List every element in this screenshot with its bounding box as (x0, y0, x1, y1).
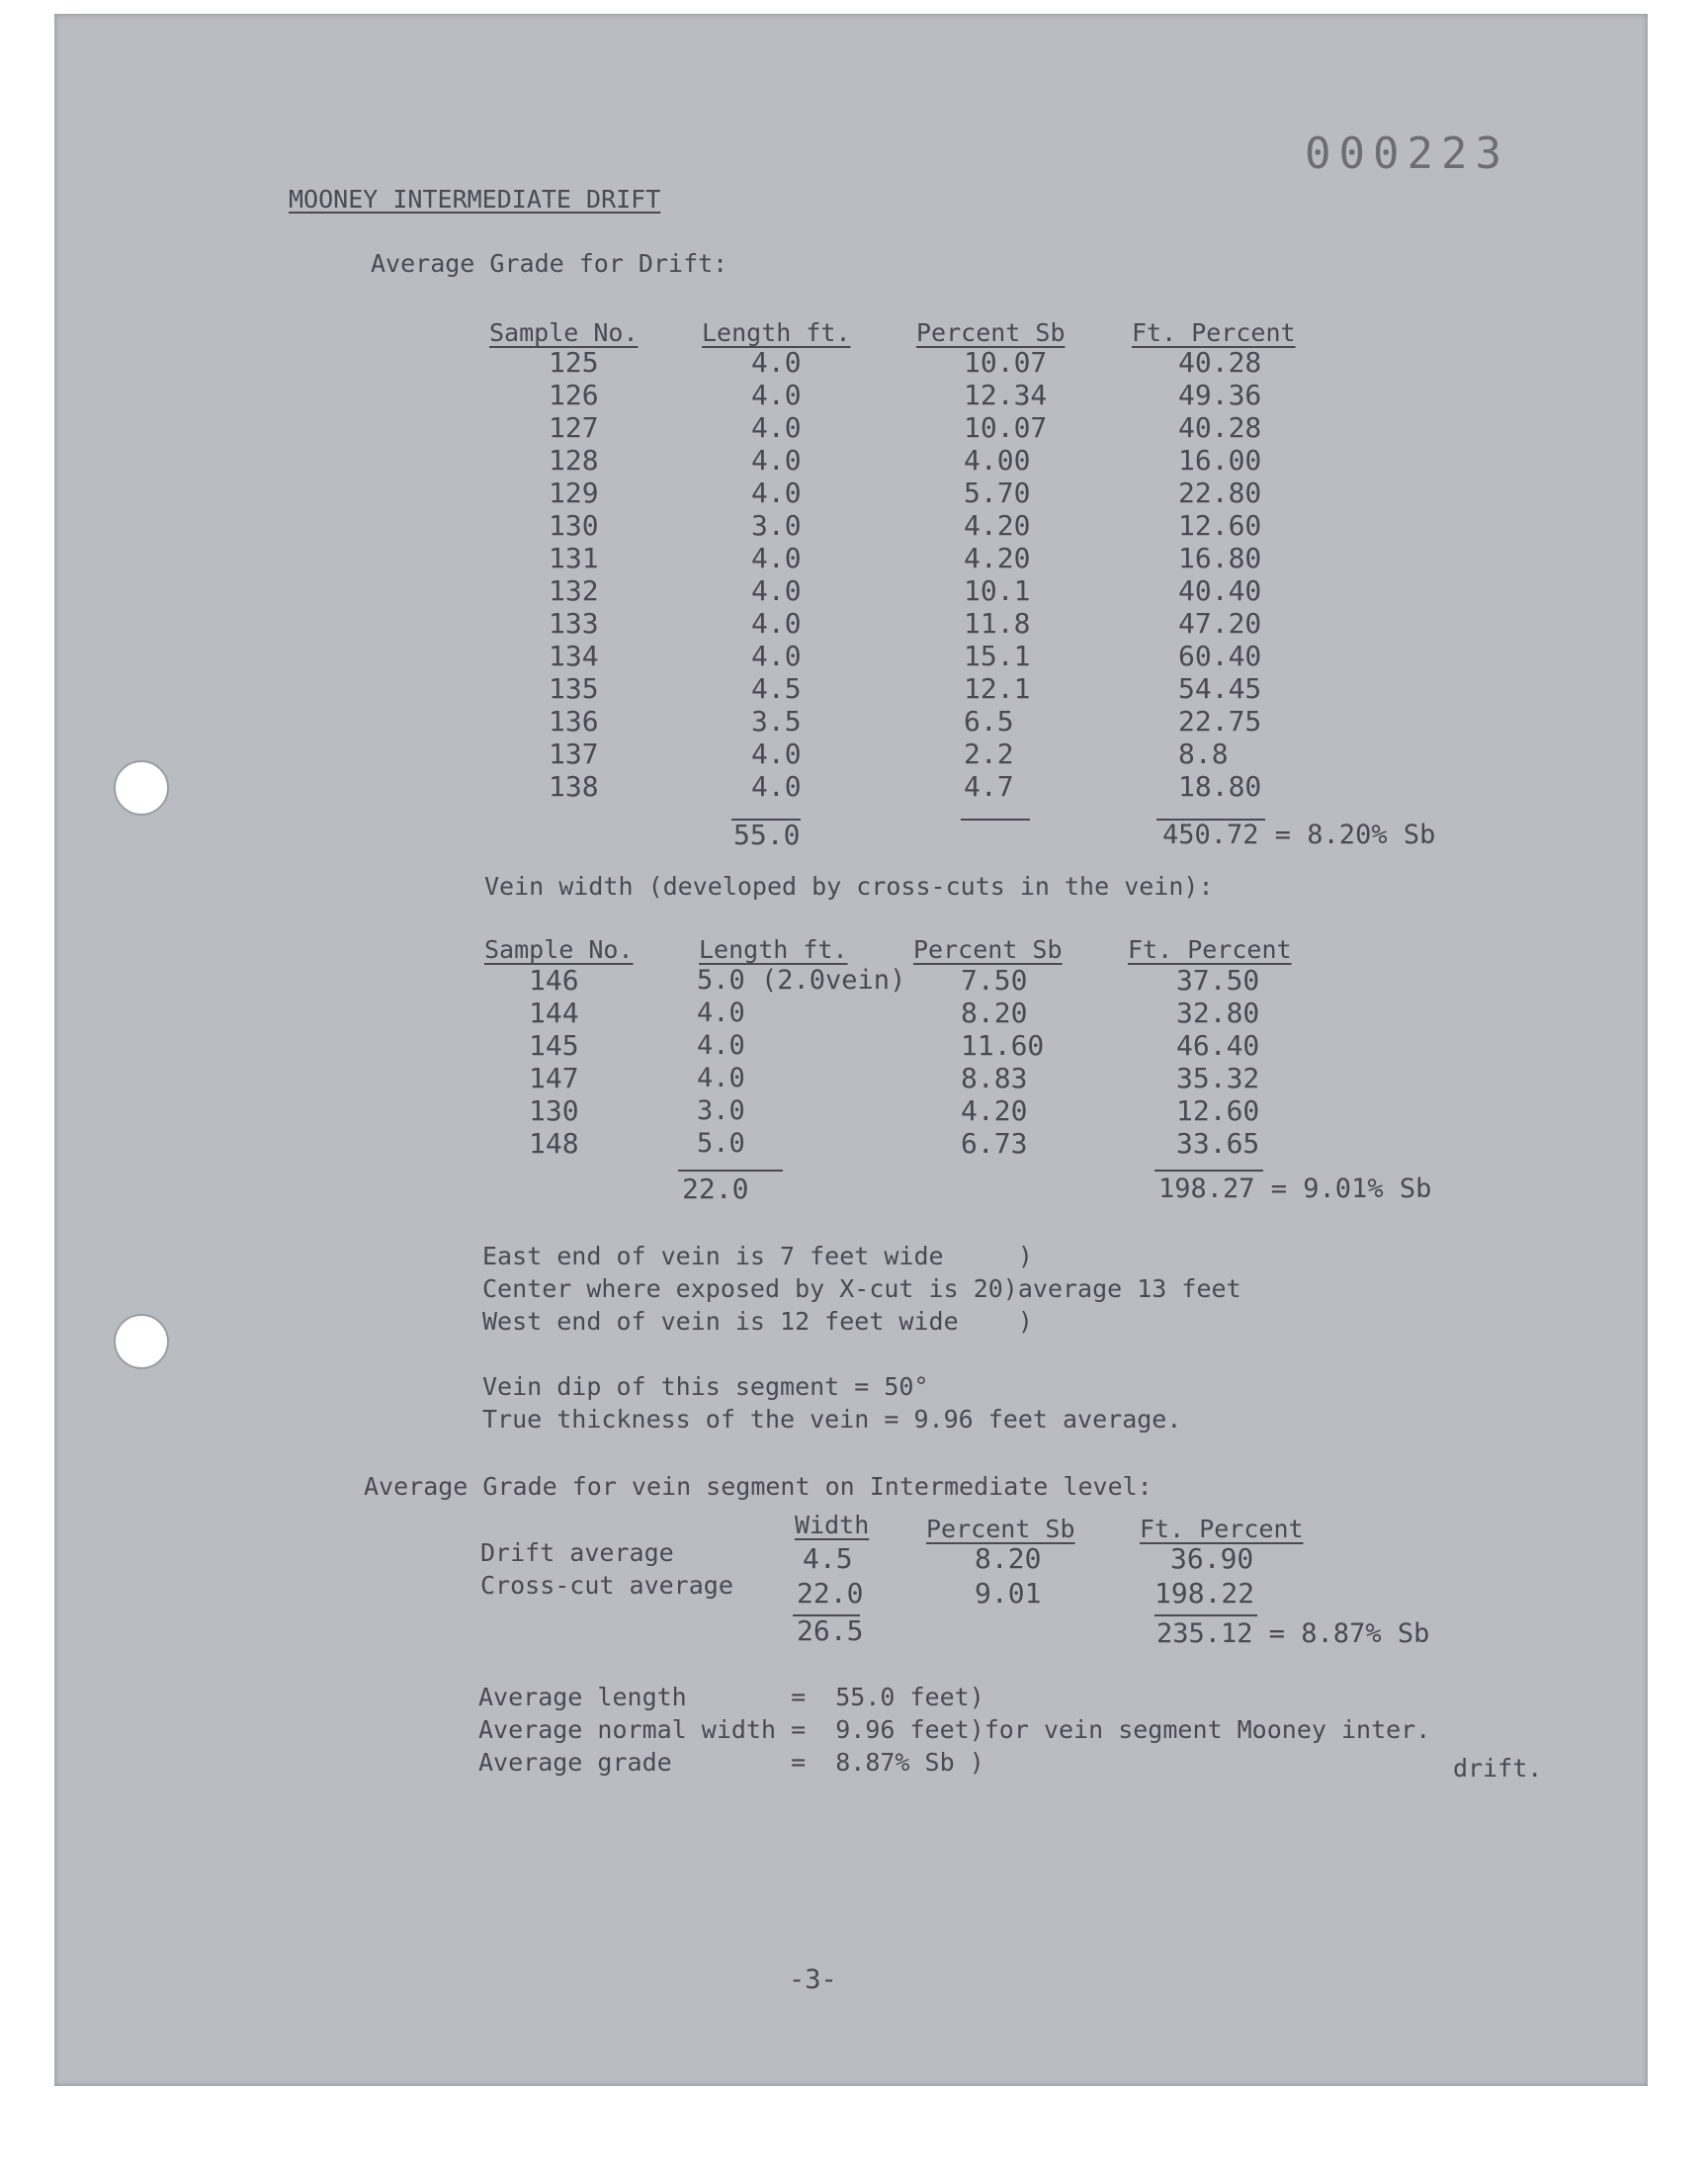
vein-cell-ftpercent: 35.32 (1176, 1062, 1260, 1094)
segment-col-width: Width (795, 1511, 870, 1539)
vein-cell-percent: 8.83 (961, 1062, 1028, 1094)
vein-cell-sample: 148 (529, 1127, 579, 1160)
vein-cell-sample: 147 (529, 1062, 579, 1094)
drift-cell-ftpercent: 54.45 (1178, 672, 1262, 705)
vein-col-ftpercent: Ft. Percent (1128, 935, 1292, 964)
thickness-line: True thickness of the vein = 9.96 feet average. (482, 1405, 1182, 1434)
drift-cell-length: 4.0 (751, 379, 802, 411)
drift-cell-ftpercent: 60.40 (1178, 640, 1262, 672)
vein-cell-length: 5.0 (697, 1128, 745, 1159)
punch-hole-lower (114, 1314, 169, 1369)
drift-cell-length: 4.0 (751, 444, 802, 477)
drift-cell-percent: 6.5 (964, 705, 1014, 738)
drift-cell-sample: 129 (549, 477, 599, 509)
vein-cell-percent: 8.20 (961, 997, 1028, 1029)
segment-row-crosscut-label: Cross-cut average (480, 1571, 733, 1600)
drift-cell-percent: 10.07 (964, 346, 1048, 379)
drift-cell-percent: 10.1 (964, 574, 1031, 607)
segment-total-width: 26.5 (797, 1614, 864, 1647)
drift-total-length: 55.0 (733, 819, 801, 851)
drift-percent-rule (961, 819, 1030, 821)
segment-col-percent: Percent Sb (926, 1515, 1075, 1543)
vein-ftpercent-rule (1154, 1170, 1263, 1172)
vein-cell-ftpercent: 33.65 (1176, 1127, 1260, 1160)
segment-col-ftpercent: Ft. Percent (1140, 1515, 1304, 1543)
drift-cell-length: 4.0 (751, 542, 802, 574)
drift-cell-percent: 15.1 (964, 640, 1031, 672)
drift-cell-length: 4.0 (751, 640, 802, 672)
drift-total-ftpercent: 450.72 = 8.20% Sb (1162, 820, 1436, 850)
drift-cell-length: 4.0 (751, 477, 802, 509)
vein-cell-sample: 130 (529, 1094, 579, 1127)
drift-cell-percent: 4.20 (964, 542, 1031, 574)
segment-ftpercent-rule (1154, 1614, 1257, 1616)
drift-cell-sample: 132 (549, 574, 599, 607)
width-line-center: Center where exposed by X-cut is 20)average 13 feet (482, 1274, 1241, 1303)
page-title: MOONEY INTERMEDIATE DRIFT (289, 185, 661, 214)
drift-cell-ftpercent: 12.60 (1178, 509, 1262, 542)
drift-cell-ftpercent: 22.75 (1178, 705, 1262, 738)
drift-cell-sample: 131 (549, 542, 599, 574)
drift-cell-percent: 4.7 (964, 770, 1014, 803)
drift-cell-sample: 137 (549, 738, 599, 770)
drift-cell-ftpercent: 16.00 (1178, 444, 1262, 477)
drift-cell-sample: 125 (549, 346, 599, 379)
width-line-east: East end of vein is 7 feet wide ) (482, 1242, 1033, 1270)
drift-cell-percent: 11.8 (964, 607, 1031, 640)
drift-cell-ftpercent: 8.8 (1178, 738, 1229, 770)
vein-cell-percent: 7.50 (961, 964, 1028, 997)
vein-cell-length: 5.0 (2.0vein) (697, 965, 906, 996)
drift-cell-percent: 12.34 (964, 379, 1048, 411)
document-number: 000223 (1305, 129, 1509, 179)
vein-cell-ftpercent: 12.60 (1176, 1094, 1260, 1127)
summary-length: Average length = 55.0 feet) (478, 1683, 984, 1711)
segment-total-ftpercent: 235.12 = 8.87% Sb (1156, 1618, 1430, 1649)
drift-cell-length: 4.0 (751, 411, 802, 444)
summary-width: Average normal width = 9.96 feet)for vein segment Mooney inter. (478, 1715, 1431, 1744)
segment-row-crosscut-width: 22.0 (797, 1577, 864, 1610)
drift-cell-ftpercent: 18.80 (1178, 770, 1262, 803)
segment-heading: Average Grade for vein segment on Intermediate level: (364, 1472, 1153, 1501)
drift-cell-percent: 4.20 (964, 509, 1031, 542)
drift-cell-sample: 130 (549, 509, 599, 542)
drift-cell-ftpercent: 22.80 (1178, 477, 1262, 509)
segment-row-drift-ftpercent: 36.90 (1170, 1542, 1254, 1575)
vein-cell-sample: 144 (529, 997, 579, 1029)
vein-length-rule (678, 1170, 783, 1172)
vein-cell-ftpercent: 32.80 (1176, 997, 1260, 1029)
vein-cell-percent: 11.60 (961, 1029, 1045, 1062)
segment-row-drift-label: Drift average (480, 1538, 674, 1567)
vein-cell-length: 4.0 (697, 998, 745, 1028)
vein-total-ftpercent: 198.27 = 9.01% Sb (1158, 1174, 1432, 1204)
drift-cell-ftpercent: 49.36 (1178, 379, 1262, 411)
drift-cell-length: 3.5 (751, 705, 802, 738)
vein-cell-ftpercent: 37.50 (1176, 964, 1260, 997)
drift-cell-length: 4.0 (751, 770, 802, 803)
drift-cell-percent: 12.1 (964, 672, 1031, 705)
drift-cell-length: 4.0 (751, 738, 802, 770)
vein-heading: Vein width (developed by cross-cuts in the vein): (484, 872, 1214, 901)
drift-cell-sample: 136 (549, 705, 599, 738)
vein-cell-length: 4.0 (697, 1030, 745, 1061)
summary-grade: Average grade = 8.87% Sb ) (478, 1748, 984, 1777)
drift-cell-ftpercent: 47.20 (1178, 607, 1262, 640)
drift-cell-ftpercent: 16.80 (1178, 542, 1262, 574)
drift-cell-percent: 4.00 (964, 444, 1031, 477)
vein-cell-ftpercent: 46.40 (1176, 1029, 1260, 1062)
vein-cell-percent: 4.20 (961, 1094, 1028, 1127)
vein-cell-percent: 6.73 (961, 1127, 1028, 1160)
drift-cell-sample: 127 (549, 411, 599, 444)
vein-total-length: 22.0 (682, 1173, 749, 1205)
segment-row-crosscut-ftpercent: 198.22 (1154, 1577, 1255, 1610)
segment-row-crosscut-percent: 9.01 (975, 1577, 1042, 1610)
summary-drift: drift. (1453, 1754, 1543, 1783)
drift-cell-sample: 138 (549, 770, 599, 803)
drift-cell-percent: 2.2 (964, 738, 1014, 770)
drift-col-percent: Percent Sb (916, 318, 1066, 347)
vein-cell-sample: 145 (529, 1029, 579, 1062)
drift-cell-length: 3.0 (751, 509, 802, 542)
segment-row-drift-percent: 8.20 (975, 1542, 1042, 1575)
drift-cell-length: 4.0 (751, 574, 802, 607)
vein-cell-sample: 146 (529, 964, 579, 997)
drift-cell-ftpercent: 40.28 (1178, 411, 1262, 444)
vein-col-sample: Sample No. (484, 935, 634, 964)
drift-cell-length: 4.5 (751, 672, 802, 705)
drift-col-sample: Sample No. (489, 318, 639, 347)
vein-col-length: Length ft. (699, 935, 848, 964)
vein-cell-length: 3.0 (697, 1095, 745, 1126)
drift-cell-ftpercent: 40.40 (1178, 574, 1262, 607)
drift-cell-sample: 126 (549, 379, 599, 411)
page-number: -3- (789, 1964, 837, 1995)
drift-cell-ftpercent: 40.28 (1178, 346, 1262, 379)
width-line-west: West end of vein is 12 feet wide ) (482, 1307, 1033, 1336)
drift-cell-percent: 5.70 (964, 477, 1031, 509)
dip-line: Vein dip of this segment = 50° (482, 1372, 929, 1401)
drift-cell-length: 4.0 (751, 607, 802, 640)
drift-cell-sample: 135 (549, 672, 599, 705)
drift-col-length: Length ft. (702, 318, 851, 347)
drift-cell-percent: 10.07 (964, 411, 1048, 444)
punch-hole-upper (114, 760, 169, 816)
drift-heading: Average Grade for Drift: (371, 249, 728, 278)
drift-cell-sample: 128 (549, 444, 599, 477)
vein-cell-length: 4.0 (697, 1063, 745, 1093)
vein-col-percent: Percent Sb (913, 935, 1063, 964)
drift-col-ftpercent: Ft. Percent (1132, 318, 1296, 347)
drift-cell-length: 4.0 (751, 346, 802, 379)
segment-row-drift-width: 4.5 (803, 1542, 853, 1575)
drift-cell-sample: 134 (549, 640, 599, 672)
drift-cell-sample: 133 (549, 607, 599, 640)
